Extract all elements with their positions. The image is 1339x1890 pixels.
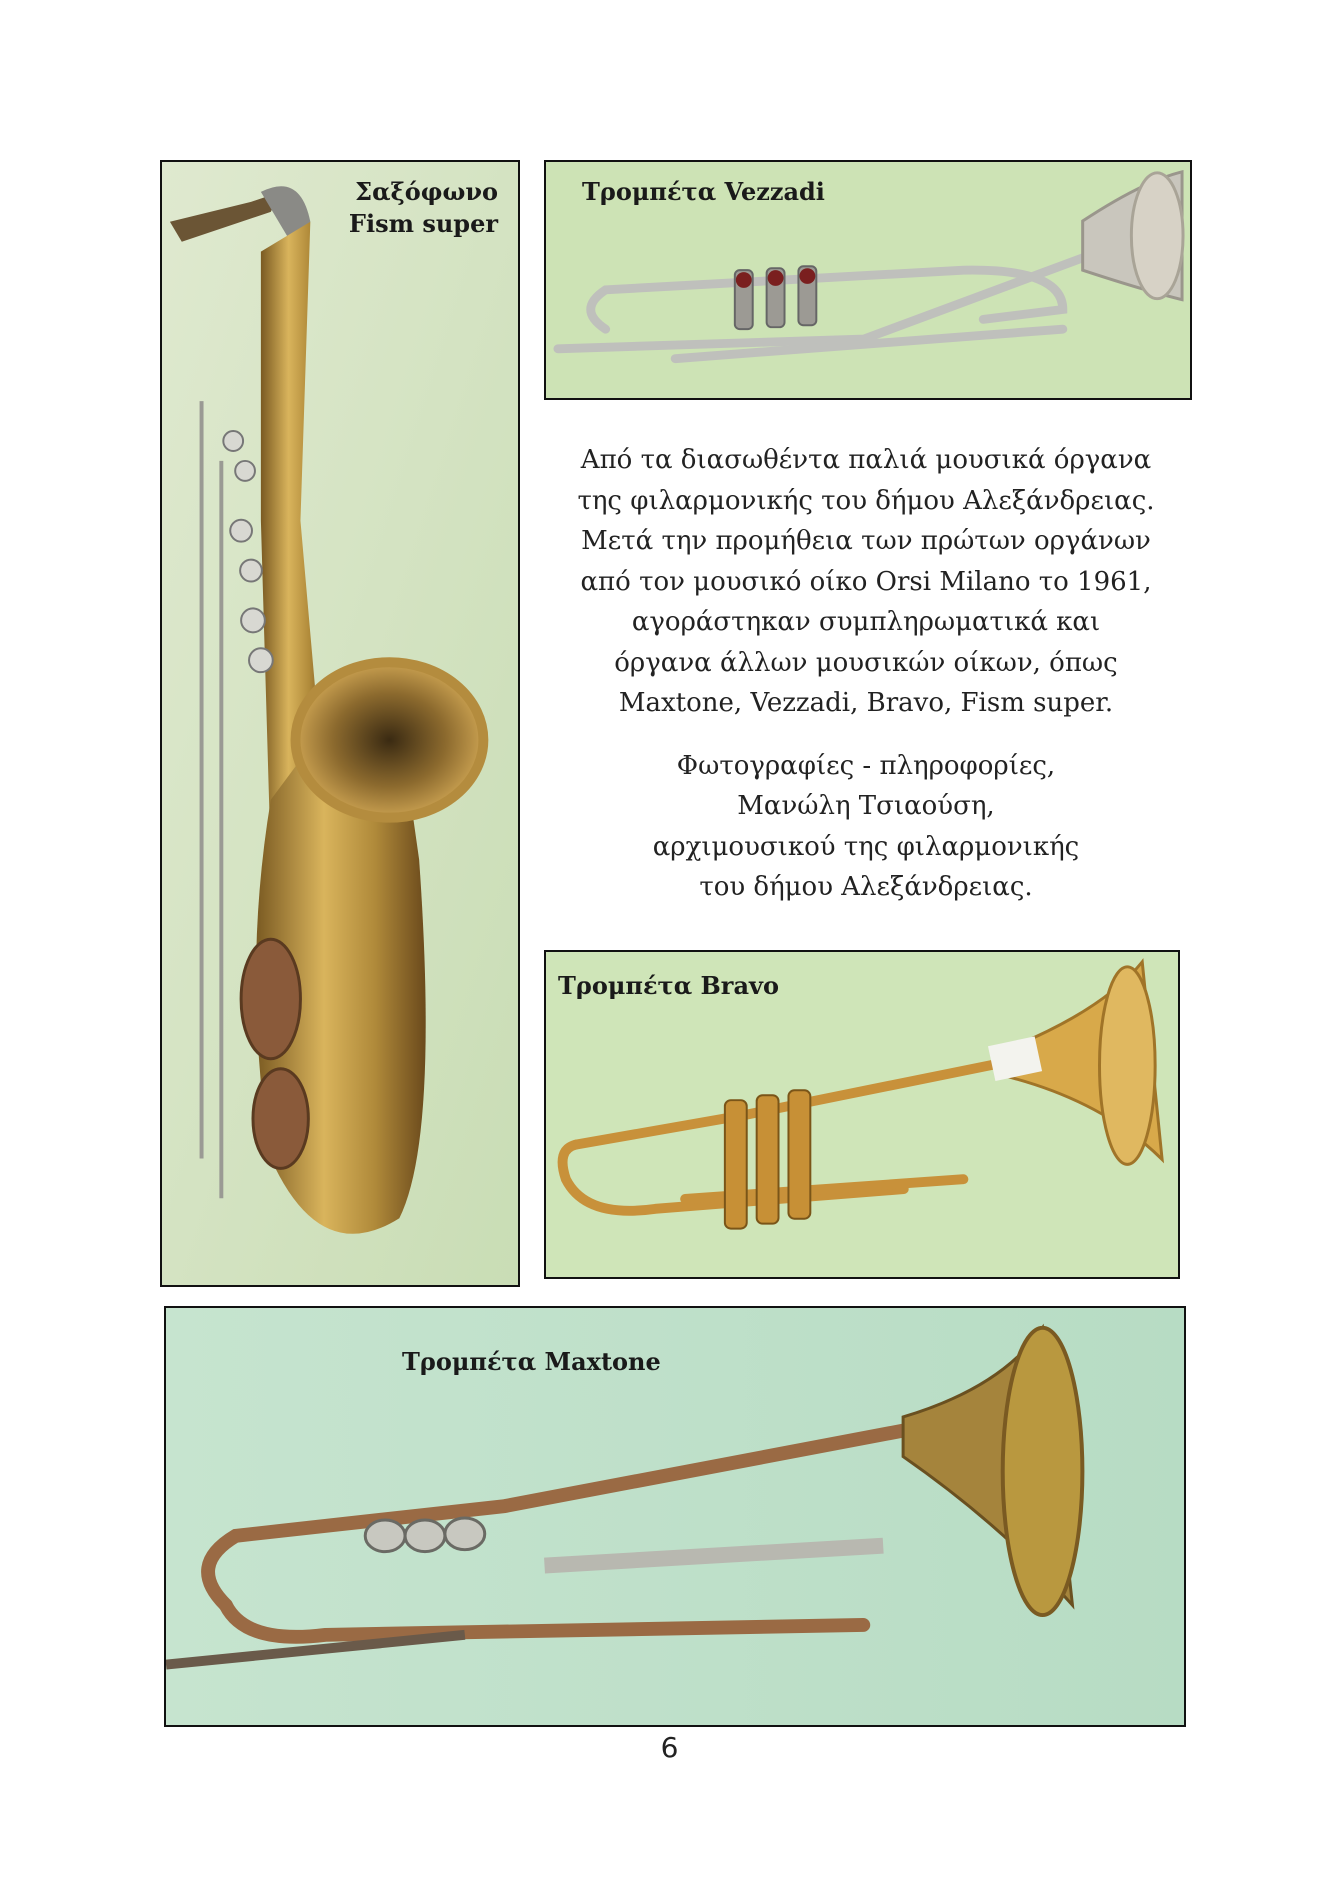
maxtone-trumpet-photo <box>164 1306 1186 1727</box>
bravo-trumpet-photo <box>544 950 1180 1279</box>
saxophone-photo <box>160 160 520 1287</box>
description-line: Από τα διασωθέντα παλιά μουσικά όργανα <box>580 445 1152 475</box>
credits-line: Μανώλη Τσιαούση, <box>737 791 995 821</box>
description-line: Μετά την προμήθεια των πρώτων οργάνων <box>581 526 1151 556</box>
saxophone-image <box>162 162 518 1285</box>
vezzadi-trumpet-photo <box>544 160 1192 400</box>
description-line: Maxtone, Vezzadi, Bravo, Fism super. <box>618 688 1114 718</box>
description-line: από τον μουσικό οίκο Orsi Milano το 1961, <box>580 566 1152 597</box>
maxtone-trumpet-image <box>166 1308 1184 1725</box>
description-line: της φιλαρμονικής του δήμου Αλεξάνδρειας. <box>577 485 1155 516</box>
credits-line: του δήμου Αλεξάνδρειας. <box>699 872 1033 902</box>
saxophone-caption-line2: Fism super <box>348 209 498 238</box>
saxophone-caption <box>349 176 498 240</box>
saxophone-caption-line1: Σαξόφωνο <box>355 177 498 206</box>
description-line: όργανα άλλων μουσικών οίκων, όπως <box>614 647 1118 678</box>
vezzadi-caption: Τρομπέτα Vezzadi <box>582 177 825 206</box>
credits-line: Φωτογραφίες - πληροφορίες, <box>676 750 1056 781</box>
page-number: 6 <box>660 1731 679 1764</box>
description-line: αγοράστηκαν συμπληρωματικά και <box>631 607 1101 637</box>
maxtone-caption: Τρομπέτα Maxtone <box>402 1347 661 1376</box>
credits-line: αρχιμουσικού της φιλαρμονικής <box>652 831 1080 862</box>
bravo-caption: Τρομπέτα Bravo <box>558 971 779 1000</box>
description-text <box>536 440 1196 908</box>
